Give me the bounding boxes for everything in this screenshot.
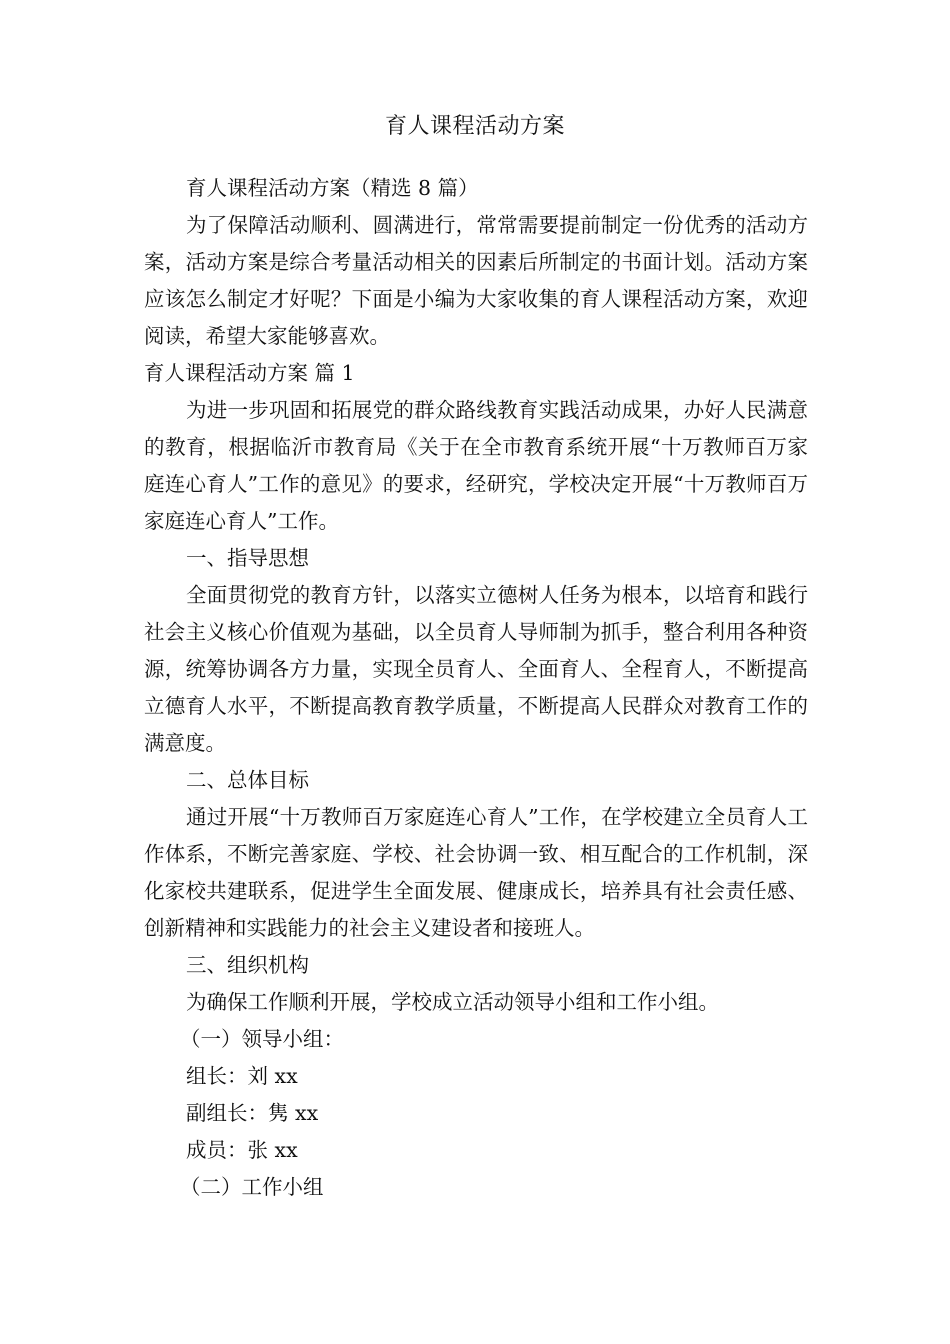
list-item: 成员：张 xx <box>186 1138 298 1162</box>
document-title: 育人课程活动方案 <box>384 114 565 139</box>
body-paragraph: 通过开展“十万教师百万家庭连心育人”工作，在学校建立全员育人工作体系，不断完善家庭、学校、社会协调一致、相互配合的工作机制，深化家校共建联系，促进学生全面发展、健康成长，培养具有社会责任感、创新精神和实践能力的社会主义建设者和接班人。 <box>144 805 808 940</box>
section-heading: 一、指导思想 <box>186 546 309 570</box>
body-paragraph: 为进一步巩固和拓展党的群众路线教育实践活动成果，办好人民满意的教育，根据临沂市教育局《关于在全市教育系统开展“十万教师百万家庭连心育人”工作的意见》的要求，经研究，学校决定开展“十万教师百万家庭连心育人”工作。 <box>144 398 808 533</box>
body-paragraph: 为确保工作顺利开展，学校成立活动领导小组和工作小组。 <box>186 990 719 1014</box>
subtitle-paragraph: 育人课程活动方案（精选 8 篇） <box>186 176 479 200</box>
list-item: 副组长：隽 xx <box>186 1101 319 1125</box>
list-item: 组长：刘 xx <box>186 1064 298 1088</box>
list-heading: （一）领导小组： <box>180 1027 344 1051</box>
document-body <box>144 170 808 1206</box>
section-heading: 二、总体目标 <box>186 768 309 792</box>
body-paragraph: 全面贯彻党的教育方针，以落实立德树人任务为根本，以培育和践行社会主义核心价值观为基础，以全员育人导师制为抓手，整合利用各种资源，统筹协调各方力量，实现全员育人、全面育人、全程育人，不断提高立德育人水平，不断提高教育教学质量，不断提高人民群众对教育工作的满意度。 <box>144 583 808 755</box>
section-heading: 三、组织机构 <box>186 953 309 977</box>
section-heading: 育人课程活动方案 篇 1 <box>144 361 355 385</box>
intro-paragraph: 为了保障活动顺利、圆满进行，常常需要提前制定一份优秀的活动方案，活动方案是综合考量活动相关的因素后所制定的书面计划。活动方案应该怎么制定才好呢？下面是小编为大家收集的育人课程活动方案，欢迎阅读，希望大家能够喜欢。 <box>144 213 808 348</box>
list-heading: （二）工作小组 <box>180 1175 324 1199</box>
